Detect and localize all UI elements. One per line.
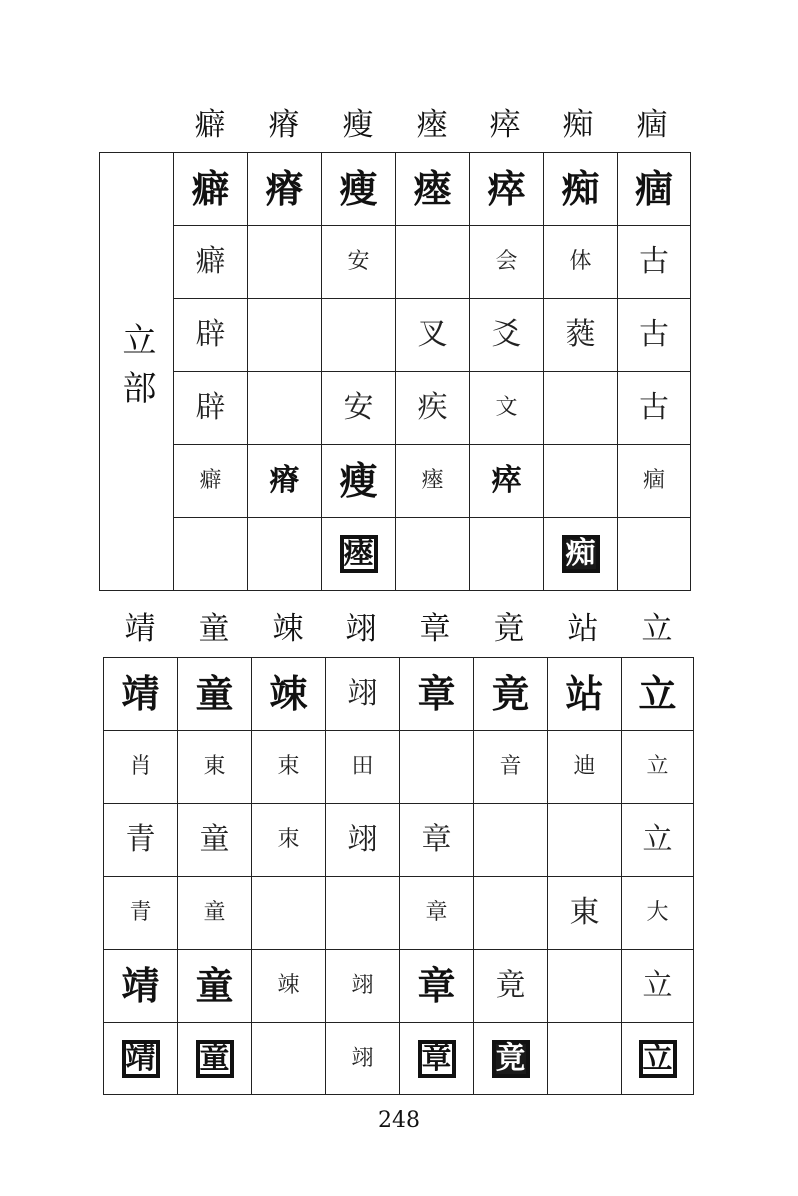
empty-cell [470,518,544,591]
glyph: 靖 [121,963,160,1008]
seal-cell [178,1023,252,1095]
glyph: 叉 [417,317,448,352]
glyph: 束 [277,754,300,779]
glyph-cell [178,877,252,950]
glyph: 疾 [417,390,448,425]
glyph-cell [326,658,400,731]
glyph-cell [474,658,548,731]
empty-cell [252,1023,326,1095]
seal-cell [400,1023,474,1095]
glyph: 立 [642,822,673,857]
glyph-cell [618,226,691,299]
glyph-cell [622,950,694,1023]
glyph-cell [326,950,400,1023]
glyph: 蕤 [565,317,596,352]
seal-cell [622,1023,694,1095]
glyph-cell [252,804,326,877]
glyph-cell [252,950,326,1023]
empty-cell [326,877,400,950]
glyph-cell [396,445,470,518]
radical-label-cell [100,153,174,591]
radical-label: 立部 [116,321,156,418]
seal-glyph: 靖 [122,1040,160,1078]
glyph-cell [174,153,248,226]
glyph-cell [178,950,252,1023]
glyph: 辟 [195,317,226,352]
glyph: 竟 [495,968,526,1003]
glyph-cell [248,153,322,226]
seal-cell [104,1023,178,1095]
glyph-cell [322,226,396,299]
top-header-row [0,108,798,148]
glyph-cell [174,445,248,518]
glyph-cell [470,299,544,372]
glyph-cell [322,153,396,226]
top-header-char: 痼 [636,107,668,143]
seal-glyph: 童 [196,1040,234,1078]
empty-cell [400,731,474,804]
glyph: 翊 [351,1045,374,1071]
glyph-cell [622,658,694,731]
empty-cell [396,518,470,591]
glyph: 竦 [277,973,300,998]
glyph: 癖 [199,468,222,493]
glyph-cell [326,731,400,804]
glyph: 体 [569,249,592,274]
top-header-char: 瘠 [268,107,300,143]
bottom-header-char: 童 [198,611,230,647]
glyph: 古 [639,244,669,279]
empty-cell [252,877,326,950]
glyph: 安 [343,390,374,425]
glyph: 古 [639,317,669,352]
seal-glyph: 章 [418,1040,456,1078]
glyph: 瘦 [339,458,378,503]
glyph-cell [474,731,548,804]
glyph: 安 [347,249,370,274]
glyph-cell [174,372,248,445]
glyph: 立 [642,968,673,1003]
glyph: 文 [495,395,518,420]
empty-cell [248,372,322,445]
glyph-cell [252,731,326,804]
seal-cell [474,1023,548,1095]
top-header-char: 瘦 [342,107,374,143]
glyph: 章 [421,822,452,857]
glyph: 瘦 [339,166,378,211]
page-number: 248 [378,1108,420,1133]
glyph: 東 [569,895,600,930]
glyph: 朿 [277,827,300,852]
empty-cell [174,518,248,591]
glyph: 站 [565,671,604,716]
empty-cell [248,226,322,299]
glyph: 瘁 [487,166,526,211]
top-header-char: 瘞 [416,107,448,143]
glyph-cell [548,658,622,731]
glyph: 東 [203,754,226,779]
bottom-header-char: 竦 [272,611,304,647]
empty-cell [474,804,548,877]
glyph: 痼 [642,468,665,493]
glyph-cell [174,226,248,299]
glyph-cell [622,804,694,877]
bottom-header-char: 立 [641,611,673,647]
glyph: 立 [638,671,677,716]
seal-glyph: 痴 [562,535,600,573]
glyph: 瘠 [269,463,300,498]
glyph: 章 [417,963,456,1008]
glyph-cell [322,445,396,518]
glyph-cell [470,153,544,226]
glyph-cell [396,372,470,445]
glyph: 癖 [191,166,230,211]
glyph-cell [470,226,544,299]
glyph: 翊 [351,973,374,998]
empty-cell [544,372,618,445]
glyph-cell [548,877,622,950]
glyph-cell [622,877,694,950]
glyph-cell [178,658,252,731]
glyph-cell [618,372,691,445]
glyph-cell [252,658,326,731]
glyph-cell [548,731,622,804]
glyph-cell [178,804,252,877]
empty-cell [548,804,622,877]
bottom-header-row [0,612,798,652]
glyph: 翊 [347,676,378,711]
glyph: 童 [203,900,226,925]
glyph: 音 [499,754,522,779]
glyph: 瘁 [491,463,522,498]
empty-cell [322,299,396,372]
glyph: 青 [125,822,156,857]
glyph: 翊 [347,822,378,857]
bottom-header-char: 靖 [124,611,156,647]
glyph-cell [104,950,178,1023]
glyph-cell [104,731,178,804]
glyph-cell [400,877,474,950]
glyph-cell [618,153,691,226]
top-header-char: 癖 [194,107,226,143]
glyph: 竦 [269,671,308,716]
glyph: 章 [425,900,448,925]
glyph: 竟 [491,671,530,716]
glyph: 大 [646,900,669,925]
seal-glyph: 瘞 [340,535,378,573]
glyph: 痼 [634,166,673,211]
glyph: 童 [195,963,234,1008]
empty-cell [548,1023,622,1095]
glyph-cell [104,877,178,950]
glyph-cell [178,731,252,804]
bottom-header-char: 翊 [345,611,377,647]
glyph: 立 [646,754,669,779]
top-glyph-table [99,152,691,591]
glyph: 瘠 [265,166,304,211]
glyph-cell [104,658,178,731]
glyph: 迪 [573,754,596,779]
glyph-cell [470,445,544,518]
glyph: 古 [639,390,669,425]
top-header-char: 瘁 [489,107,521,143]
glyph: 靖 [121,671,160,716]
glyph-cell [322,372,396,445]
empty-cell [474,877,548,950]
glyph-cell [618,299,691,372]
glyph-cell [618,445,691,518]
glyph-cell [400,950,474,1023]
glyph: 肖 [129,754,152,779]
glyph-cell [474,950,548,1023]
glyph-cell [400,804,474,877]
seal-cell [322,518,396,591]
empty-cell [548,950,622,1023]
glyph-cell [544,299,618,372]
top-header-char: 痴 [562,107,594,143]
empty-cell [248,518,322,591]
seal-glyph: 立 [639,1040,677,1078]
glyph-cell [326,804,400,877]
glyph: 会 [495,249,518,274]
seal-glyph: 竟 [492,1040,530,1078]
empty-cell [248,299,322,372]
glyph-cell [544,153,618,226]
glyph: 痴 [561,166,600,211]
bottom-header-char: 章 [419,611,451,647]
glyph-cell [396,153,470,226]
glyph-cell [544,226,618,299]
glyph: 癖 [195,244,226,279]
glyph-cell [622,731,694,804]
empty-cell [396,226,470,299]
glyph-cell [104,804,178,877]
glyph: 童 [195,671,234,716]
empty-cell [618,518,691,591]
glyph: 青 [129,900,152,925]
glyph: 辟 [195,390,226,425]
bottom-glyph-table [103,657,694,1095]
glyph: 童 [199,822,230,857]
empty-cell [544,445,618,518]
seal-cell [544,518,618,591]
glyph: 瘞 [421,468,444,493]
bottom-header-char: 站 [567,611,599,647]
glyph-cell [400,658,474,731]
glyph-cell [470,372,544,445]
glyph: 章 [417,671,456,716]
glyph-cell [248,445,322,518]
glyph: 瘞 [413,166,452,211]
glyph: 田 [351,754,374,779]
glyph-cell [326,1023,400,1095]
glyph-cell [396,299,470,372]
glyph: 爻 [491,317,522,352]
glyph-cell [174,299,248,372]
bottom-header-char: 竟 [493,611,525,647]
